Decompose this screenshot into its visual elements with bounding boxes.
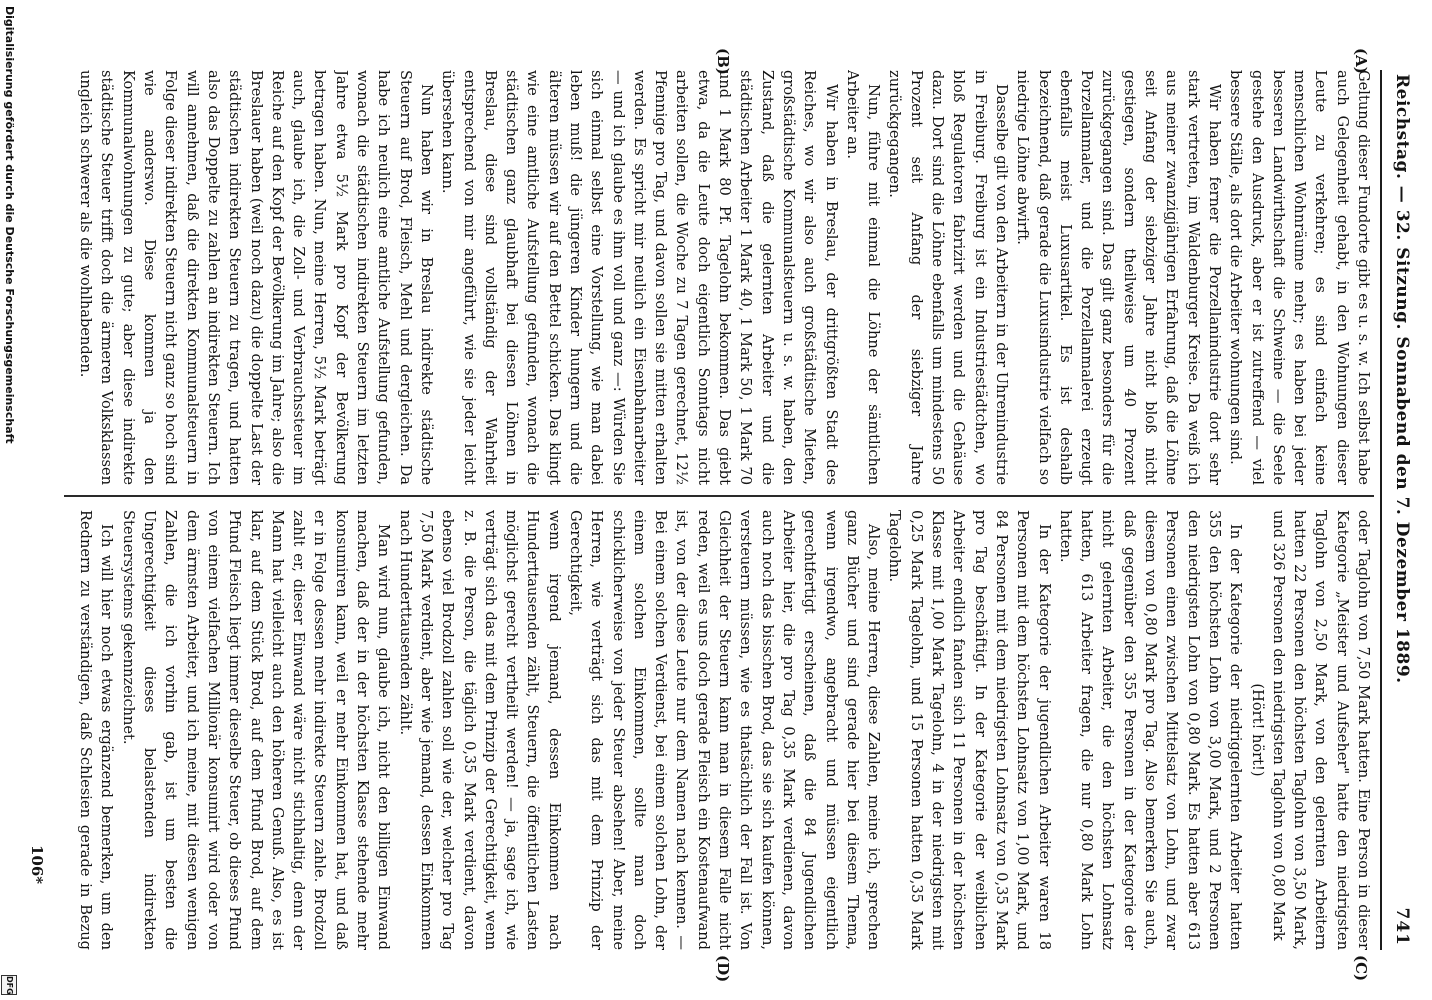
margin-mark-c: (C) xyxy=(1352,955,1370,982)
page-number: 741 xyxy=(1392,907,1412,946)
paragraph: Also, meine Herren, diese Zahlen, meine ich, sprechen ganz Bücher und sind gerade hier bei diesem Thema, wenn irgendwo, angebracht und müssen eigentlich gerechtfertigt erscheinen, daß die 84 Jugendlichen Arbeiter hier, die pro Tag 0,35 Mark verdienen, davon auch noch das bisschen Brod, das sie sich kaufen können, versteuern müssen, wie es thatsächlich der Fall ist. Von Gleichheit der Steuern kann man in diesem Falle nicht reden, weil es uns doch gerade Fleisch ein Kostenaufwand ist, von der diese Leute nur dem Namen nach kennen. — Bei einem solchen Verdienst, bei einem solchen Lohn, der einem solchen Einkommen, sollte man doch schicklicherweise von jeder Steuer absehen! Aber, meine Herren, wie verträgt sich das mit dem Prinzip der Gerechtigkeit, xyxy=(567,510,883,950)
margin-mark-b: (B) xyxy=(714,48,732,75)
paragraph: In der Kategorie der niedriggelernten Arbeiter hatten 355 den höchsten Lohn von 3,00 Mark, und 2 Personen den niedrigsten Lohn von 0,80 Mark. Es hatten aber 613 Personen einen zwischen Mittelsatz von Lohn, und zwar diesem von 0,80 Mark pro Tag. Also bemerken Sie auch, daß gegenüber den 355 Personen in der Kategorie der nicht gelernten Arbeiter, die den höchsten Lohnsatz hatten, 613 Arbeiter fragen, die nur 0,80 Mark Lohn hatten. xyxy=(1056,510,1245,950)
paragraph: Man wird nun, glaube ich, nicht den billigen Einwand machen, daß der in der höchsten Klasse stehende mehr konsumiren kann, weil er mehr Einkommen hat, und daß er in Folge dessen mehr indirekte Steuern zahle. Brodzoll zahlt er, dieser Einwand wäre nicht stichhaltig, denn der Mann hat vielleicht auch den höheren Genuß. Also, es ist klar, auf dem Stück Brod, auf dem Pfund Brod, auf dem Pfund Fleisch liegt immer dieselbe Steuer, ob dieses Pfund von einem vielfachen Millionär konsumirt wird oder von dem ärmsten Arbeiter, und ich meine, mit diesen wenigen Zahlen, die ich vorhin gab, ist um besten die Ungerechtigkeit dieses belastenden indirekten Steuersystems gekennzeichnet. xyxy=(119,510,393,950)
digitization-credit xyxy=(0,0,18,1000)
credit-text: Digitalisierung gefördert durch die Deutsche Forschungsgemeinschaft xyxy=(3,6,16,444)
paragraph: Nun haben wir in Breslau indirekte städtische Steuern auf Brod, Fleisch, Mehl und dergleichen. Da habe ich neulich eine amtliche Aufstellung gefunden, wonach die städtischen indirekten Steuern im letzten Jahre etwa 5½ Mark pro Kopf der Bevölkerung betragen haben. Nun, meine Herren, 5½ Mark beträgt auch, glaube ich, die Zoll- und Verbrauchssteuer im Reiche auf den Kopf der Bevölkerung im Jahre; also die Breslauer haben (weil noch dazu) die doppelte Last der städtischen indirekten Steuern zu tragen, und hatten also das Doppelte zu zahlen an indirekten Steuern. Ich will annehmen, daß die direkten Kommunalsteuern in Folge dieser indirekten Steuern nicht ganz so hoch sind wie anderswo. Diese kommen ja den Kommunalwohnungen zu gute; aber diese indirekte städtische Steuer trifft doch die ärmeren Volksklassen ungleich schwerer als die wohlhabenden. xyxy=(77,70,435,485)
paragraph: Geltung dieser Fundorte gibt es u. s. w. Ich selbst habe auch Gelegenheit gehabt, in den Wohnungen dieser Leute zu verkehren; es sind einfach keine menschlichen Wohnräume mehr; es haben bei jeder besseren Landwirthschaft die Schweine — die Seele gestehe den Ausdruck, aber er ist zutreffend — viel bessere Ställe, als dort die Arbeiter wohnungen sind. xyxy=(1227,70,1372,485)
paragraph: Wir haben ferner die Porzellanindustrie dort sehr stark vertreten, im Waldenburger Kreise. Da weiß ich aus meiner zwanzigjährigen Erfahrung, daß die Löhne seit Anfang der siebziger Jahre nicht bloß nicht gestiegen, sondern theilweise um 40 Prozent zurückgegangen sind. Das gilt ganz besonders für die Porzellanmaler, und die Porzellanmalerei erzeugt ebenfalls meist Luxusartikel. Es ist deshalb bezeichnend, daß gerade die Luxusindustrie vielfach so niedrige Löhne abwirft. xyxy=(1014,70,1223,485)
margin-mark-a: (A) xyxy=(1352,48,1370,74)
interjection: (Hört! hört!) xyxy=(1248,683,1266,777)
dfg-logo-icon: DFG xyxy=(1,975,17,995)
column-divider xyxy=(64,495,1374,497)
right-column xyxy=(74,510,1374,950)
paragraph: oder Taglohn von 7,50 Mark hatten. Eine Person in dieser Kategorie „Meister und Aufseher" hatte den niedrigsten Taglohn von 2,50 Mark, von den gelernten Arbeitern hatten 22 Personen den höchsten Taglohn von 3,50 Mark, und 326 Personen den niedrigsten Taglohn von 0,80 Mark xyxy=(1269,510,1372,950)
paragraph: In der Kategorie der jugendlichen Arbeiter waren 18 Personen mit dem höchsten Lohnsatz von 1,00 Mark, und 84 Personen mit dem niedrigsten Lohnsatz von 0,35 Mark pro Tag beschäftigt. In der Kategorie der weiblichen Arbeiter endlich fanden sich 11 Personen in der höchsten Klasse mit 1,00 Mark Tagelohn, 4 in der niedrigsten mit 0,25 Mark Tagelohn, und 15 Personen hatten 0,35 Mark Tagelohn. xyxy=(886,510,1053,950)
paragraph: wenn irgend jemand, dessen Einkommen nach Hunderttausenden zählt, Steuern, die öffentlichen Lasten möglichst gerecht vertheilt werden! — ja, sage ich, wie verträgt sich das mit dem Prinzip der Gerechtigkeit, wenn z. B. die Person, die täglich 0,35 Mark verdient, davon ebenso viel Brodzoll zahlen soll wie der, welcher pro Tag 7,50 Mark verdient, aber wie jemand, dessen Einkommen nach Hunderttausenden zählt. xyxy=(396,510,563,950)
running-header: Reichstag. — 32. Sitzung. Sonnabend den 7. Dezember 1889. xyxy=(1392,74,1412,684)
margin-mark-d: (D) xyxy=(714,955,732,983)
left-column xyxy=(74,70,1374,485)
paragraph: Dasselbe gilt von den Arbeitern in der Uhrenindustrie in Freiburg. Freiburg ist ein Industriestädtchen, wo bloß Regulatoren fabrizirt werden und die Gehäuse dazu. Dort sind die Löhne ebenfalls um mindestens 50 Prozent seit Anfang der siebziger Jahre zurückgegangen. xyxy=(886,70,1010,485)
page-header xyxy=(1380,70,1422,950)
paragraph xyxy=(74,70,75,485)
paragraph: Wir haben in Breslau, der drittgrößten Stadt des Reiches, wo wir also auch großstädtische Mieten, großstädtische Kommunalsteuern u. s. w. haben, den Zustand, daß die gelernten Arbeiter und die städtischen Arbeiter 1 Mark 40, 1 Mark 50, 1 Mark 70 und 1 Mark 80 Pf. Tagelohn bekommen. Das giebt etwa, da die Leute doch eigentlich Sonntags nicht arbeiten sollen, die Woche zu 7 Tagen gerechnet, 12½ Pfennige pro Tag, und davon sollen sie mitten erhalten werden. Es spricht mir neulich ein Eisenbahnarbeiter — und ich glaube es ihm voll und ganz —: Würden Sie sich einmal selbst eine Vorstellung, wie man dabei leben muß! die jüngeren Kinder hungern und die älteren müssen wir auf den Bettel schicken. Das klingt wie eine amtliche Aufstellung gefunden, wonach die städtischen ganz glaubhaft bei diesen Löhnen in Breslau, diese sind vollständig der Wahrheit entsprechend von mir angeführt, wie sie jeder leicht übersehen kann. xyxy=(439,70,840,485)
signature-number: 106* xyxy=(28,845,46,885)
paragraph: Nun, führe mit einmal die Löhne der sämtlichen Arbeiter an. xyxy=(843,70,883,485)
paragraph: Ich will hier noch etwas ergänzend bemerken, um den Rednern zu verständigen, daß Schlesien gerade in Bezug xyxy=(77,510,116,950)
